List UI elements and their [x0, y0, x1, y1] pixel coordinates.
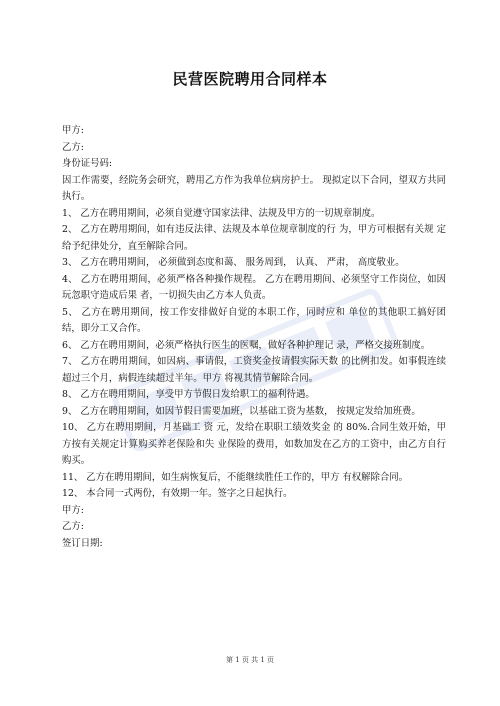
clause-12: 12、 本合同一式两份，有效期一年。签字之日起执行。 — [62, 488, 293, 499]
clause-1: 1、 乙方在聘用期间，必须自觉遵守国家法律、法规及甲方的一切规章制度。 — [62, 207, 381, 219]
clause-3: 3、 乙方在聘用期间， 必须做到态度和蔼、 服务周到， 认真、 严肃， 高度敬业。 — [62, 257, 405, 268]
id-number-line: 身份证号码: — [62, 158, 113, 169]
signature-party-a: 甲方: — [62, 504, 84, 516]
page-number-footer: 第 1 页 共 1 页 — [225, 656, 275, 664]
intro-paragraph: 因工作需要，经院务会研究，聘用乙方作为我单位病房护士。 现拟定以下合同，望双方共同执行。 — [62, 174, 446, 202]
clause-7: 7、 乙方在聘用期间，如因病、事请假，工资奖金按请假实际天数 的比例扣发。如事假连续超过三个月，病假连续超过半年。甲方 将视其情节解除合同。 — [62, 356, 446, 384]
clause-11: 11、 乙方在聘用期间，如生病恢复后，不能继续胜任工作的，甲方 有权解除合同。 — [62, 471, 409, 483]
clause-5: 5、 乙方在聘用期间，按工作安排做好自觉的本职工作，同时应和 单位的其他职工搞好团结，即分工又合作。 — [62, 306, 446, 334]
clause-8: 8、 乙方在聘用期间，享受甲方节假日发给职工的福利待遇。 — [62, 389, 315, 400]
signature-party-b: 乙方: — [62, 521, 84, 532]
clause-9: 9、 乙方在聘用期间，如因节假日需要加班，以基础工资为基数， 按规定发给加班费。 — [62, 405, 421, 417]
party-b-line: 乙方: — [62, 141, 84, 153]
clause-2: 2、 乙方在聘用期间，如有违反法律、法规及本单位规章制度的行 为，甲方可根据有关规 定给予纪律处分，直至解除合同。 — [62, 224, 446, 252]
clause-4: 4、 乙方在聘用期间，必须严格各种操作规程。 乙方在聘用期间、必须坚守工作岗位，如因玩忽职守造成后果 者，一切损失由乙方本人负责。 — [62, 273, 446, 301]
signing-date: 签订日期: — [62, 537, 103, 549]
document-body — [62, 123, 446, 552]
document-title: 民营医院聘用合同样本 — [172, 70, 328, 88]
clause-10: 10、 乙方在聘用期间，月基础工 资 元，发给在职职工绩效奖金 的 80%.合同生效开始，甲方按有关规定计算购买养老保险和失 业保险的费用，如数加发在乙方的工资中，由乙方自行购买。 — [62, 422, 446, 466]
clause-6: 6、 乙方在聘用期间，必须严格执行医生的医嘱，做好各种护理记 录，严格交接班制度。 — [62, 339, 431, 351]
party-a-line: 甲方: — [62, 125, 84, 136]
